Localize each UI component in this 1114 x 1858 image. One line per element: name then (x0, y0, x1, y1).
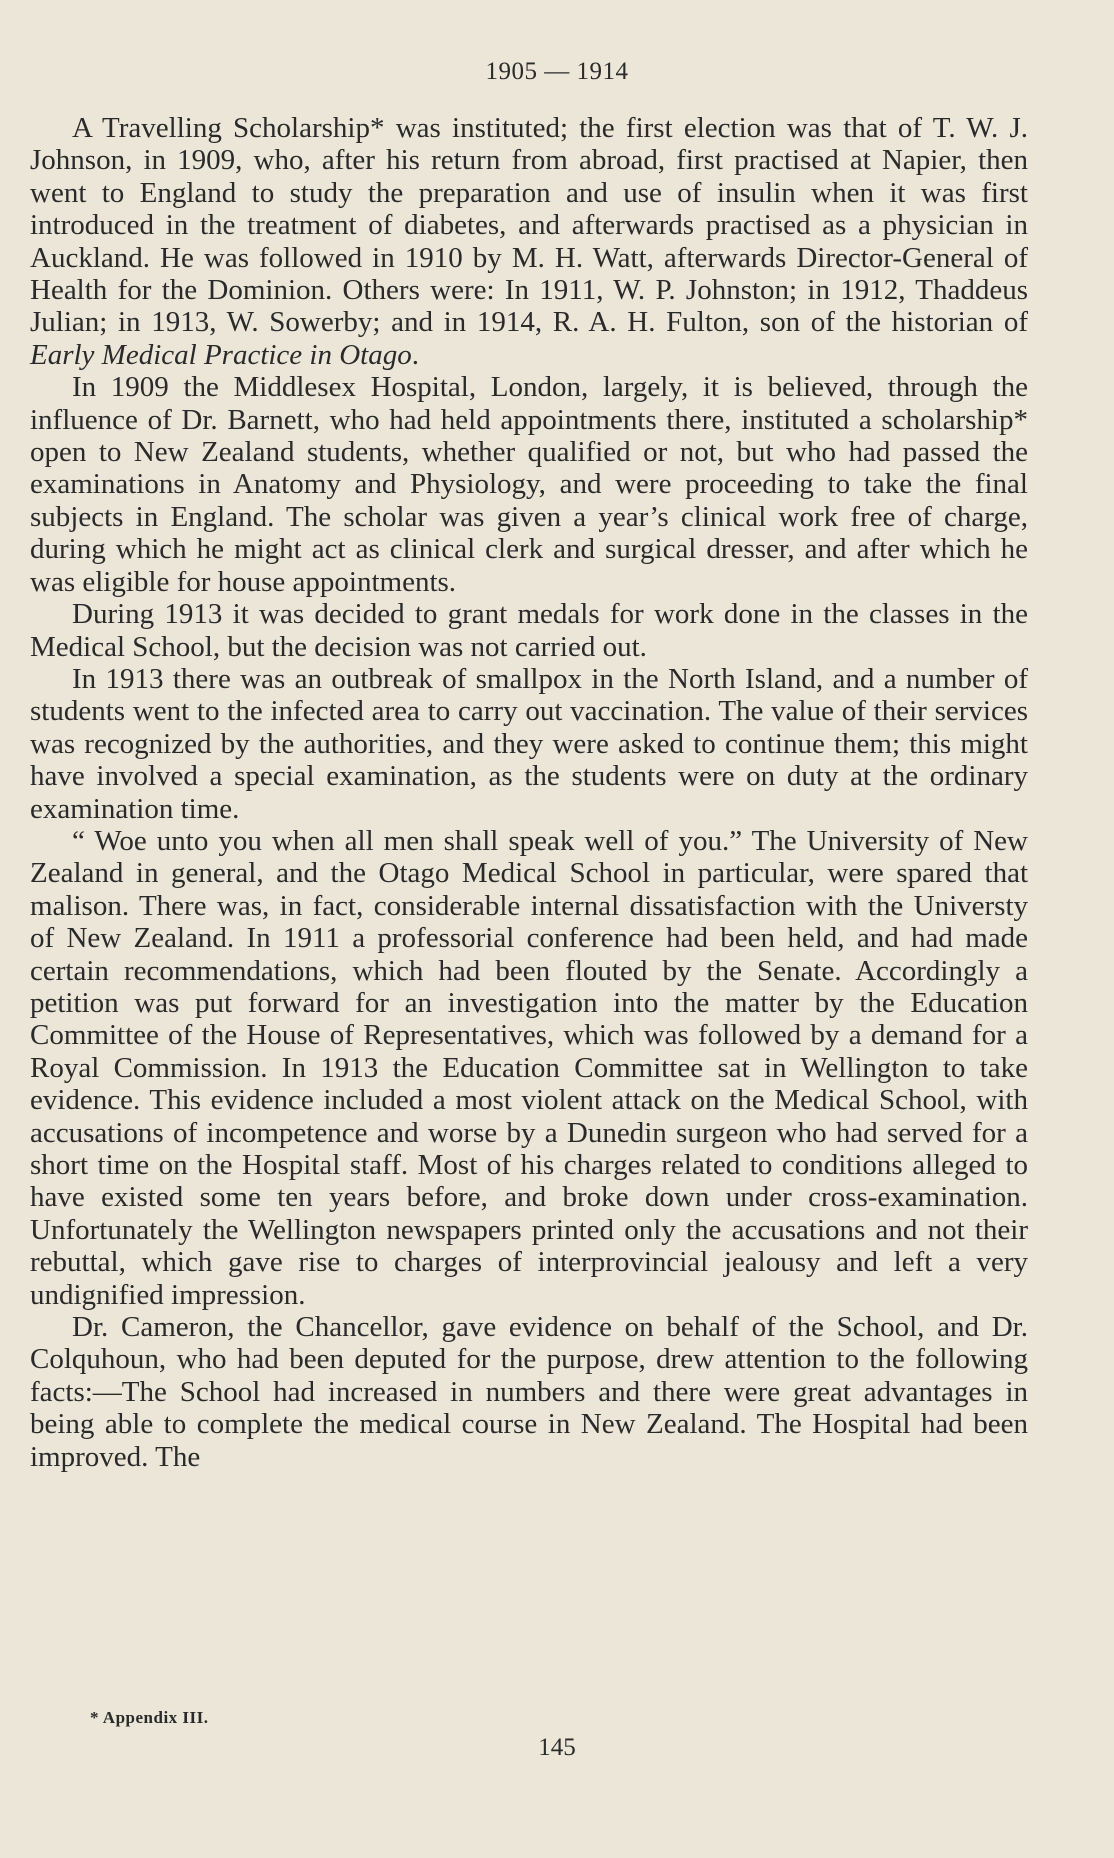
paragraph-travelling-scholarship (30, 112, 1028, 371)
paragraph-medals (30, 598, 1028, 663)
paragraph-text: In 1909 the Middlesex Hospital, London, largely, it is believed, through the influence of Dr. Barnett, who had held appointments there, instituted a scholarship* open to New Zealand students, whether qualified or not, but who had passed the examinations in Anatomy and Physiology, and were proceeding to take the final subjects in England. The scholar was given a year’s clinical work free of charge, during which he might act as clinical clerk and surgical dresser, and after which he was eligible for house appointments. (30, 371, 1028, 598)
paragraph-smallpox (30, 663, 1028, 825)
paragraph-text: . (411, 338, 419, 371)
paragraph-middlesex-scholarship (30, 371, 1028, 598)
paragraph-cameron-evidence (30, 1311, 1028, 1473)
paragraph-text: Dr. Cameron, the Chancellor, gave evidence on behalf of the School, and Dr. Colquhoun, who had been deputed for the purpose, drew attention to the following facts:—The School had increased in numbers and there were great advantages in being able to complete the medical course in New Zealand. The Hospital had been improved. The (30, 1311, 1028, 1473)
paragraph-university-dissatisfaction (30, 825, 1028, 1311)
footnote: * Appendix III. (90, 1708, 209, 1727)
paragraph-text: During 1913 it was decided to grant medals for work done in the classes in the Medical School, but the decision was not carried out. (30, 598, 1028, 663)
page-number: 145 (538, 1734, 576, 1761)
paragraph-text: A Travelling Scholarship* was instituted; the first election was that of T. W. J. Johnson, in 1909, who, after his return from abroad, first practised at Napier, then went to England to study the preparation and use of insulin when it was first introduced in the treatment of diabetes, and afterwards practised as a physician in Auckland. He was followed in 1910 by M. H. Watt, afterwards Director-General of Health for the Dominion. Others were: In 1911, W. P. Johnston; in 1912, Thaddeus Julian; in 1913, W. Sowerby; and in 1914, R. A. H. Fulton, son of the historian of (30, 112, 1028, 339)
body-text (30, 112, 1028, 1473)
book-title: Early Medical Practice in Otago (30, 338, 412, 371)
running-head: 1905 — 1914 (485, 58, 629, 85)
paragraph-text: In 1913 there was an outbreak of smallpox in the North Island, and a number of students went to the infected area to carry out vaccination. The value of their services was recognized by the authorities, and they were asked to continue them; this might have involved a special examination, as the students were on duty at the ordinary examination time. (30, 662, 1028, 825)
paragraph-text: “ Woe unto you when all men shall speak well of you.” The University of New Zealand in general, and the Otago Medical School in particular, were spared that malison. There was, in fact, considerable internal dissatisfaction with the Universty of New Zealand. In 1911 a professorial conference had been held, and had made certain recommendations, which had been flouted by the Senate. Accordingly a petition was put forward for an investigation into the matter by the Education Committee of the House of Representatives, which was followed by a demand for a Royal Commission. In 1913 the Education Committee sat in Wellington to take evidence. This evidence included a most violent attack on the Medical School, with accusations of incompetence and worse by a Dunedin surgeon who had served for a short time on the Hospital staff. Most of his charges related to conditions alleged to have existed some ten years before, and broke down under cross-examination. Unfortunately the Wellington newspapers printed only the accusations and not their rebuttal, which gave rise to charges of interprovincial jealousy and left a very undignified impression. (30, 824, 1028, 1311)
